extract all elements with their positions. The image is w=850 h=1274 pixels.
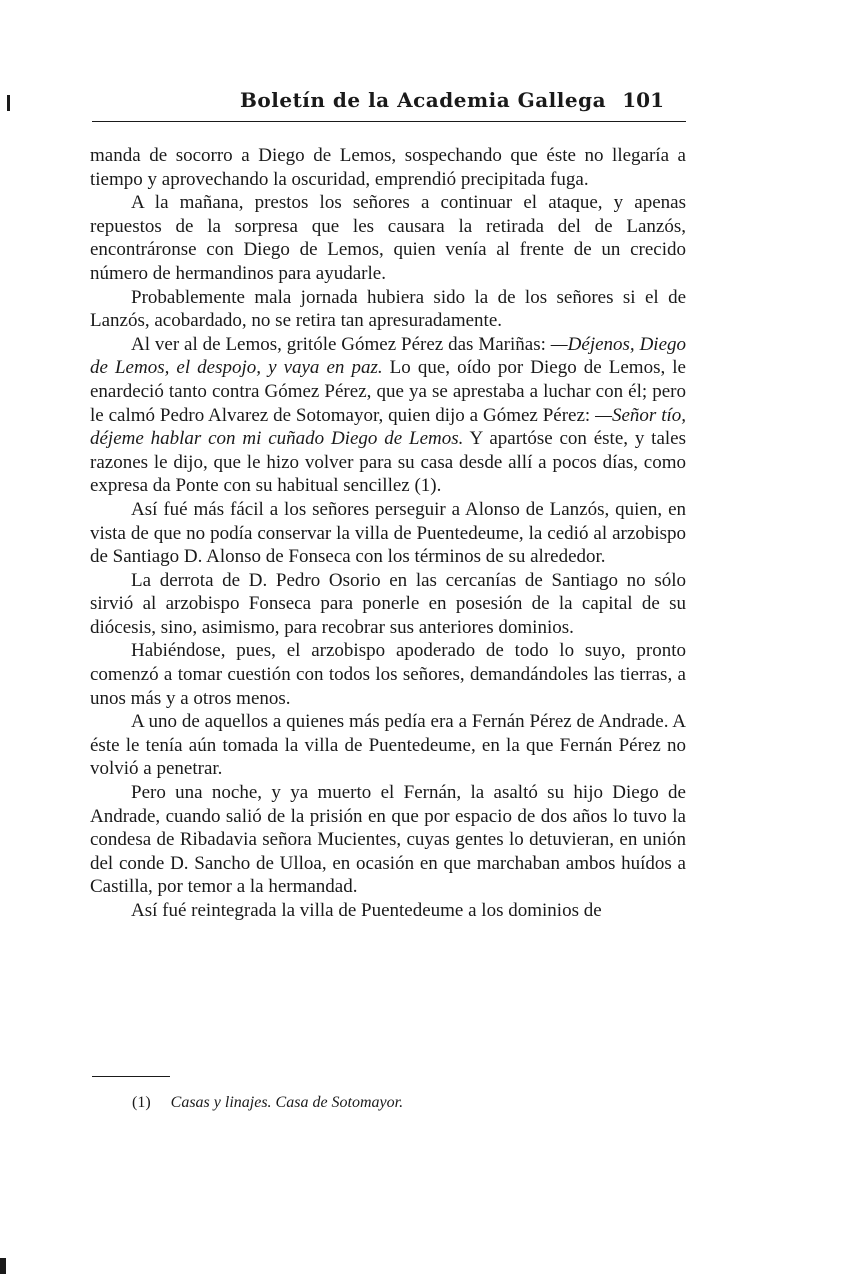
text-run: Pero una noche, y ya muerto el Fernán, la asaltó su hijo Diego de Andrade, cuando salió de la prisión en que por espacio de dos años lo tuvo la condesa de Ribadavia señora Mucientes, cuyas gentes lo detuvieran, en unión del conde D. Sancho de Ulloa, en ocasión en que marchaban ambos huídos a Castilla, por temor a la hermandad. <box>90 782 686 898</box>
text-run: Y apartóse con éste, y tales razones le dijo, que le hizo volver para su casa desde allí a pocos días, como expresa da Ponte con su habitual sencillez (1). <box>90 428 686 497</box>
paragraph <box>90 639 686 710</box>
paragraph <box>90 498 686 569</box>
text-run: A uno de aquellos a quienes más pedía era a Fernán Pérez de Andrade. A éste le tenía aún tomada la villa de Puentedeume, en la que Fernán Pérez no volvió a penetrar. <box>90 711 686 780</box>
text-run: Lo que, oído por Diego de Lemos, le enardeció tanto contra Gómez Pérez, que ya se aprestaba a luchar con él; pero le calmó Pedro Alvarez de Sotomayor, quien dijo a Gómez Pérez: <box>90 357 686 426</box>
margin-mark <box>7 95 10 111</box>
footnote-mark: (1) <box>132 1094 151 1111</box>
footnote <box>132 1093 692 1113</box>
body-text <box>90 144 686 923</box>
footnote-text: Casas y linajes. Casa de Sotomayor. <box>170 1094 404 1111</box>
text-run: Así fué más fácil a los señores perseguir a Alonso de Lanzós, quien, en vista de que no podía conservar la villa de Puentedeume, la cedió al arzobispo de Santiago D. Alonso de Fonseca con los términos de su alrededor. <box>90 498 686 568</box>
paragraph <box>90 144 686 191</box>
text-run: manda de socorro a Diego de Lemos, sospechando que éste no llegaría a tiempo y aprovechando la oscuridad, emprendió precipitada fuga. <box>90 145 686 190</box>
paragraph <box>90 781 686 899</box>
paragraph <box>90 286 686 333</box>
text-run: A la mañana, prestos los señores a continuar el ataque, y apenas repuestos de la sorpresa que les causara la retirada del de Lanzós, encontráronse con Diego de Lemos, quien venía al frente de un crecido número de hermandinos para ayudarle. <box>90 192 686 284</box>
page-number: 101 <box>622 88 664 112</box>
text-run: Habiéndose, pues, el arzobispo apoderado de todo lo suyo, pronto comenzó a tomar cuestión con todos los señores, demandándoles las tierras, a unos más y a otros menos. <box>90 640 686 709</box>
footnote-rule <box>92 1076 170 1077</box>
italic-quote: —Déjenos, Diego de Lemos, el despojo, y vaya en paz. <box>90 333 687 379</box>
paragraph <box>90 191 686 285</box>
header-rule <box>92 121 686 122</box>
paragraph <box>90 569 686 640</box>
paragraph <box>90 333 686 498</box>
text-run: Al ver al de Lemos, gritóle Gómez Pérez das Mariñas: <box>131 333 551 355</box>
italic-quote: —Señor tío, déjeme hablar con mi cuñado Diego de Lemos. <box>90 404 687 450</box>
margin-mark <box>0 1258 6 1274</box>
running-header <box>92 88 686 120</box>
paragraph <box>90 899 686 923</box>
text-run: Probablemente mala jornada hubiera sido la de los señores si el de Lanzós, acobardado, no se retira tan apresuradamente. <box>90 286 686 332</box>
text-run: La derrota de D. Pedro Osorio en las cercanías de Santiago no sólo sirvió al arzobispo Fonseca para ponerle en posesión de la capital de su diócesis, sino, asimismo, para recobrar sus anteriores dominios. <box>90 569 686 638</box>
text-run: Así fué reintegrada la villa de Puentedeume a los dominios de <box>131 900 602 921</box>
journal-title: Boletín de la Academia Gallega <box>240 88 607 112</box>
paragraph <box>90 710 686 781</box>
